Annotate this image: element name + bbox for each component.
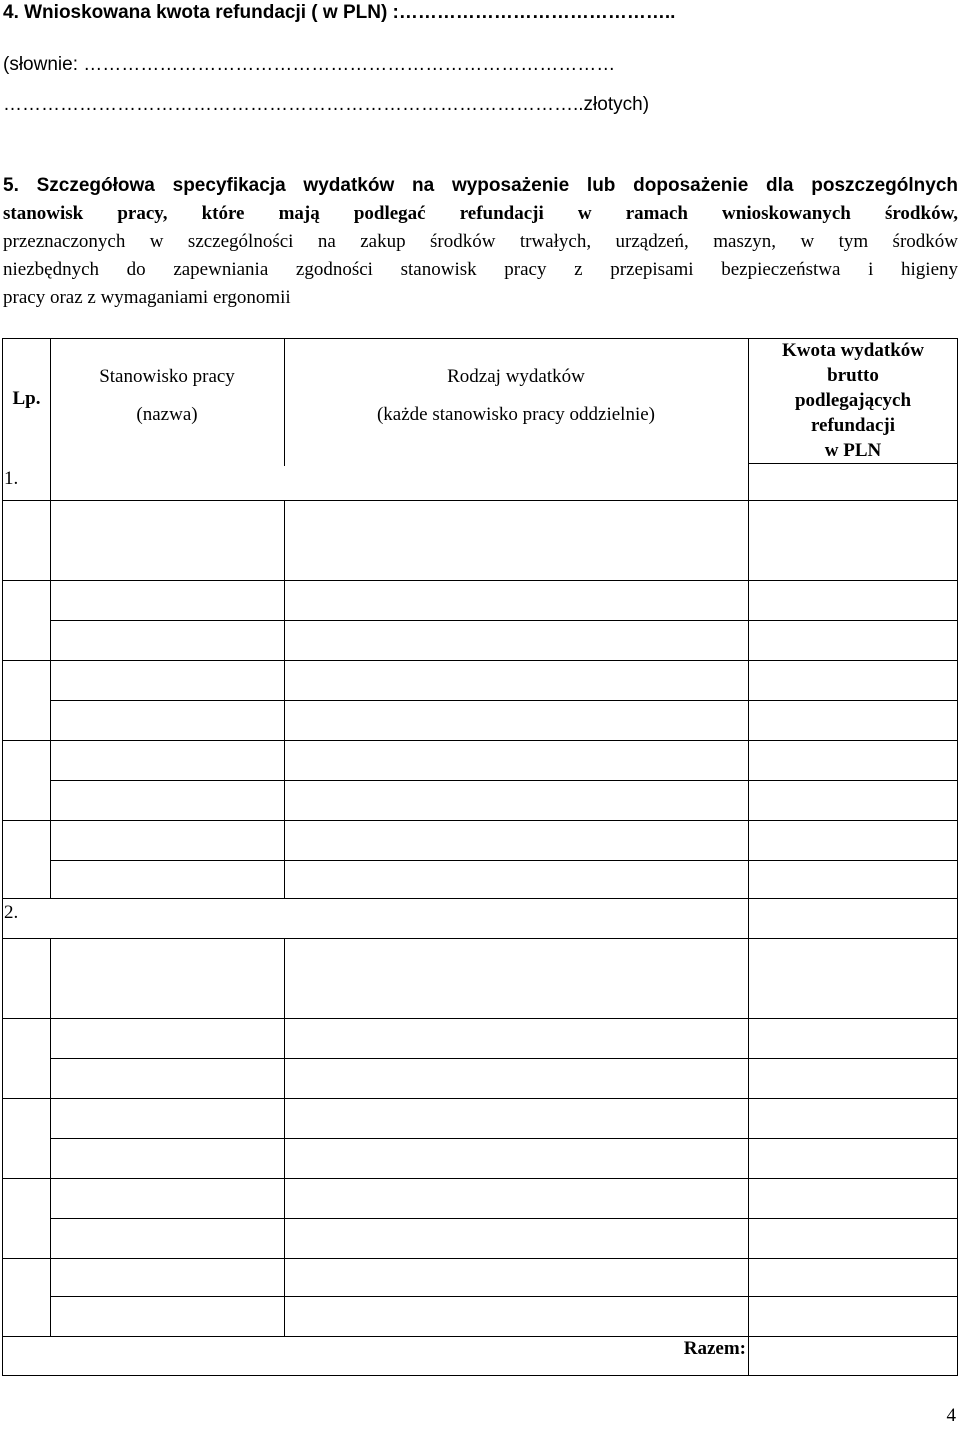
header-amount-line-5: w PLN xyxy=(824,440,882,461)
total-label: Razem: xyxy=(683,1338,746,1359)
header-amount-line-3: podlegających xyxy=(794,390,912,411)
header-amount xyxy=(749,338,957,463)
amount-in-words-line: (słownie: ………………………………………………………………………… xyxy=(3,54,616,75)
page-number: 4 xyxy=(946,1405,956,1426)
section-5-bold-line-1: 5. Szczegółowa specyfikacja wydatków na wyposażenie lub doposażenie dla poszczególnych xyxy=(3,175,958,196)
section-5-line-5: pracy oraz z wymaganiami ergonomii xyxy=(3,287,291,308)
section-4-title: 4. Wnioskowana kwota refundacji ( w PLN) :…………………………………….. xyxy=(3,2,676,23)
header-expense-type: Rodzaj wydatków xyxy=(447,366,585,387)
header-lp: Lp. xyxy=(12,388,41,409)
header-expense-type-sub: (każde stanowisko pracy oddzielnie) xyxy=(376,404,656,425)
row-number-1: 1. xyxy=(4,468,19,489)
header-amount-line-2: brutto xyxy=(827,365,879,386)
header-position: Stanowisko pracy xyxy=(99,366,235,387)
header-position-sub: (nazwa) xyxy=(136,404,198,425)
row-number-2: 2. xyxy=(4,902,19,923)
amount-currency-line: ………………………………………………………………………………..złotych) xyxy=(3,94,650,115)
header-amount-line-4: refundacji xyxy=(810,415,896,436)
header-amount-line-1: Kwota wydatków xyxy=(782,340,924,361)
section-5-line-3: przeznaczonych w szczególności na zakup środków trwałych, urządzeń, maszyn, w tym środków xyxy=(3,231,958,252)
section-5-bold-line-2: stanowisk pracy, które mają podlegać refundacji w ramach wnioskowanych środków, xyxy=(3,203,958,224)
section-5-line-4: niezbędnych do zapewniania zgodności stanowisk pracy z przepisami bezpieczeństwa i higieny xyxy=(3,259,958,280)
